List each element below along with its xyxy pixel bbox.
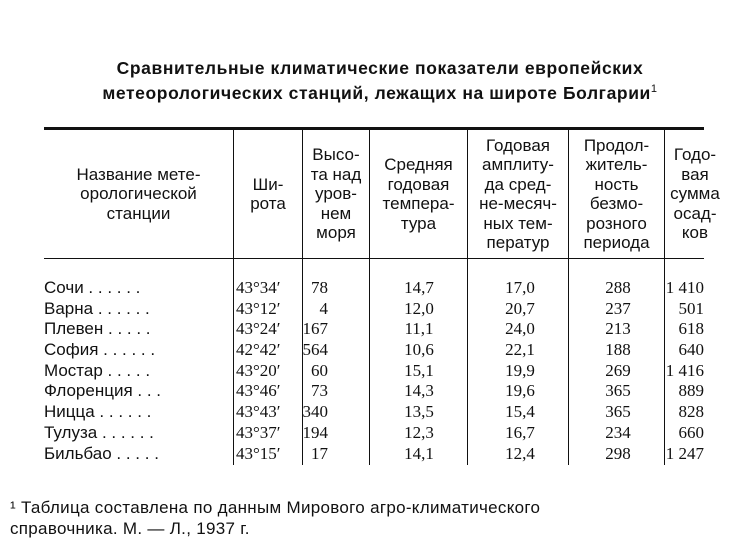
title-line-1: Сравнительные климатические показатели европейских [116, 58, 644, 78]
table-row [44, 319, 704, 340]
station-name: Мостар . . . . . [44, 360, 151, 380]
mean-temp: 13,5 [404, 402, 434, 422]
mean-temp: 12,3 [404, 422, 434, 442]
altitude: 73 [311, 381, 328, 401]
mean-temp: 14,7 [404, 278, 434, 297]
temp-amplitude: 24,0 [505, 319, 535, 339]
temp-amplitude: 20,7 [505, 298, 535, 318]
header-latitude: Ши- рота [250, 174, 286, 213]
temp-amplitude: 19,6 [505, 381, 535, 401]
table-row [44, 340, 704, 361]
precipitation: 889 [678, 381, 704, 401]
frost-free-period: 188 [605, 340, 631, 360]
footnote-mark: 1 [650, 83, 658, 95]
station-name: София . . . . . . [44, 340, 156, 360]
temp-amplitude: 12,4 [505, 443, 535, 463]
footnote [10, 497, 730, 539]
altitude: 564 [302, 340, 328, 360]
frost-free-period: 269 [605, 360, 631, 380]
precipitation: 501 [678, 298, 704, 318]
altitude: 167 [302, 319, 328, 339]
precipitation: 1 410 [665, 278, 704, 297]
latitude: 42°42′ [236, 340, 281, 360]
frost-free-period: 213 [605, 319, 631, 339]
station-name: Бильбао . . . . . [44, 443, 159, 463]
precipitation: 640 [678, 340, 704, 360]
station-name: Плевен . . . . . [44, 319, 151, 339]
precipitation: 1 247 [665, 443, 704, 463]
frost-free-period: 365 [605, 381, 631, 401]
station-name: Сочи . . . . . . [44, 278, 141, 297]
station-name: Варна . . . . . . [44, 298, 150, 318]
altitude: 4 [319, 298, 328, 318]
latitude: 43°43′ [236, 402, 281, 422]
header-temp-amplitude: Годовая амплиту- да сред- не-месяч- ных тем- ператур [479, 135, 557, 252]
temp-amplitude: 16,7 [505, 422, 535, 442]
latitude: 43°37′ [236, 422, 281, 442]
table-row [44, 402, 704, 423]
altitude: 340 [302, 402, 328, 422]
altitude: 60 [311, 360, 328, 380]
header-station-name: Название мете- орологической станции [76, 164, 201, 223]
temp-amplitude: 15,4 [505, 402, 535, 422]
table-title [40, 58, 720, 104]
header-mean-temp: Средняя годовая темпера- тура [382, 155, 455, 233]
mean-temp: 10,6 [404, 340, 434, 360]
station-name: Ницца . . . . . . [44, 402, 152, 422]
table-row [44, 444, 704, 465]
temp-amplitude: 22,1 [505, 340, 535, 360]
frost-free-period: 365 [605, 402, 631, 422]
station-name: Флоренция . . . [44, 381, 161, 401]
latitude: 43°34′ [236, 278, 281, 297]
frost-free-period: 298 [605, 443, 631, 463]
temp-amplitude: 19,9 [505, 360, 535, 380]
table-row [44, 278, 704, 299]
frost-free-period: 288 [605, 278, 631, 297]
latitude: 43°20′ [236, 360, 281, 380]
mean-temp: 11,1 [404, 319, 434, 339]
latitude: 43°46′ [236, 381, 281, 401]
header-altitude: Высо- та над уров- нем моря [310, 145, 362, 243]
frost-free-period: 237 [605, 298, 631, 318]
frost-free-period: 234 [605, 422, 631, 442]
footnote-line-2: справочника. М. — Л., 1937 г. [10, 519, 250, 538]
precipitation: 660 [678, 422, 704, 442]
table-row [44, 361, 704, 382]
altitude: 17 [311, 443, 328, 463]
altitude: 194 [302, 422, 328, 442]
latitude: 43°12′ [236, 298, 281, 318]
header-frost-free-period: Продол- житель- ность безмо- розного периода [583, 135, 650, 252]
altitude: 78 [311, 278, 328, 297]
precipitation: 1 416 [665, 360, 704, 380]
title-line-2: метеорологических станций, лежащих на широте Болгарии$^1$ [102, 82, 658, 103]
mean-temp: 14,3 [404, 381, 434, 401]
table-row [44, 423, 704, 444]
precipitation: 828 [678, 402, 704, 422]
header-precipitation: Годо- вая сумма осад- ков [670, 145, 720, 243]
mean-temp: 15,1 [404, 360, 434, 380]
table-row [44, 299, 704, 320]
mean-temp: 12,0 [404, 298, 434, 318]
table-body [44, 278, 704, 464]
header-bottom-rule [44, 258, 704, 259]
latitude: 43°24′ [236, 319, 281, 339]
temp-amplitude: 17,0 [505, 278, 535, 297]
latitude: 43°15′ [236, 443, 281, 463]
footnote-line-1: ¹ Таблица составлена по данным Мирового агро-климатического [10, 498, 541, 517]
station-name: Тулуза . . . . . . [44, 422, 154, 442]
mean-temp: 14,1 [404, 443, 434, 463]
table-row [44, 381, 704, 402]
precipitation: 618 [678, 319, 704, 339]
